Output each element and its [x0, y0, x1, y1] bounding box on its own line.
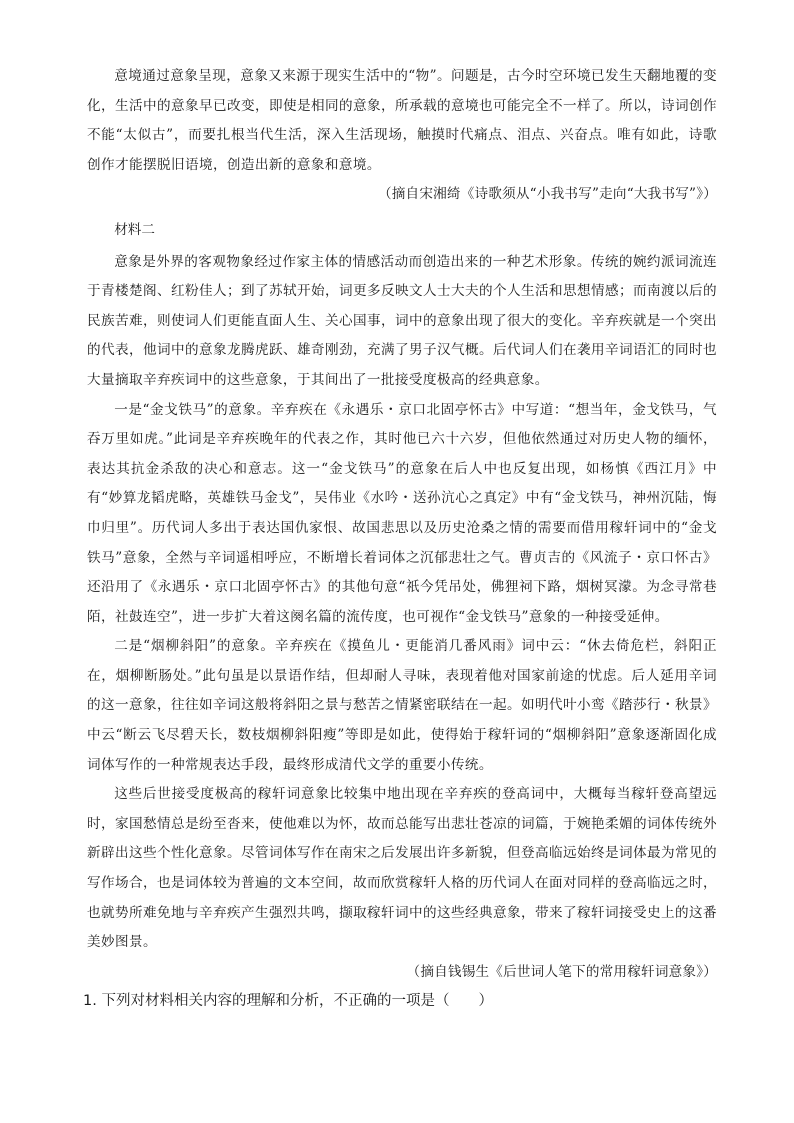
material-two-paragraph-conclusion: 这些后世接受度极高的稼轩词意象比较集中地出现在辛弃疾的登高词中，大概每当稼轩登高望远时，家国愁情总是纷至沓来，使他难以为怀，故而总能写出悲壮苍凉的词篇，于婉艳柔媚的词体传统外新辟出这些个性化意象。尽管词体写作在南宋之后发展出许多新貌，但登高临远始终是词体最为常见的写作场合，也是词体较为普遍的文本空间，故而欣赏稼轩人格的历代词人在面对同样的登高临远之时，也就势所难免地与辛弃疾产生强烈共鸣，撷取稼轩词中的这些经典意象，带来了稼轩词接受史上的这番美妙图景。	[87, 786, 717, 951]
question-one: 1. 下列对材料相关内容的理解和分析，不正确的一项是（ ）	[83, 993, 493, 1010]
source-citation-two: （摘自钱锡生《后世词人笔下的常用稼轩词意象》）	[406, 963, 717, 980]
material-one-ending-paragraph: 意境通过意象呈现，意象又来源于现实生活中的“物”。问题是，古今时空环境已发生天翻地覆的变化，生活中的意象早已改变，即使是相同的意象，所承载的意境也可能完全不一样了。所以，诗词创作不能“太似古”，而要扎根当代生活，深入生活现场，触摸时代痛点、泪点、兴奋点。唯有如此，诗歌创作才能摆脱旧语境，创造出新的意象和意境。	[87, 68, 717, 173]
document-page	[83, 62, 717, 1015]
material-two-paragraph-yanliu-xieyang: 二是“烟柳斜阳”的意象。辛弃疾在《摸鱼儿・更能消几番风雨》词中云：“休去倚危栏，斜阳正在，烟柳断肠处。”此句虽是以景语作结，但却耐人寻味，表现着他对国家前途的忧虑。后人延用辛词的这一意象，往往如辛词这般将斜阳之景与愁苦之情紧密联结在一起。如明代叶小鸾《踏莎行・秋景》中云“断云飞尽碧天长，数枝烟柳斜阳瘦”等即是如此，使得始于稼轩词的“烟柳斜阳”意象逐渐固化成词体写作的一种常规表达手段，最终形成清代文学的重要小传统。	[87, 638, 717, 773]
material-two-heading: 材料二	[114, 221, 155, 238]
material-two-paragraph-jinge-tiema: 一是“金戈铁马”的意象。辛弃疾在《永遇乐・京口北固亭怀古》中写道：“想当年，金戈铁马，气吞万里如虎。”此词是辛弃疾晚年的代表之作，其时他已六十六岁，但他依然通过对历史人物的缅怀，表达其抗金杀敌的决心和意志。这一“金戈铁马”的意象在后人中也反复出现，如杨慎《西江月》中有“妙算龙韬虎略，英雄铁马金戈”，吴伟业《水吟・送孙沆心之真定》中有“金戈铁马，神州沉陆，悔巾归里”。历代词人多出于表达国仇家恨、故国悲思以及历史沧桑之情的需要而借用稼轩词中的“金戈铁马”意象，全然与辛词遥相呼应，不断增长着词体之沉郁悲壮之气。曹贞吉的《风流子・京口怀古》还沿用了《永遇乐・京口北固亭怀古》的其他句意“祇今凭吊处，佛狸祠下路，烟树冥濛。为念寻常巷陌，社鼓连空”，进一步扩大着这阕名篇的流传度，也可视作“金戈铁马”意象的一种接受延伸。	[87, 401, 717, 625]
source-citation-one: （摘自宋湘绮《诗歌须从“小我书写”走向“大我书写”》）	[377, 186, 717, 203]
material-two-paragraph-intro: 意象是外界的客观物象经过作家主体的情感活动而创造出来的一种艺术形象。传统的婉约派词流连于青楼楚阁、红粉佳人；到了苏轼开始，词更多反映文人士大夫的个人生活和思想情感；而南渡以后的民族苦难，则使词人们更能直面人生、关心国事，词中的意象出现了很大的变化。辛弃疾就是一个突出的代表，他词中的意象龙腾虎跃、雄奇刚劲，充满了男子汉气概。后代词人们在袭用辛词语汇的同时也大量摘取辛弃疾词中的这些意象，于其间出了一批接受度极高的经典意象。	[87, 253, 717, 388]
